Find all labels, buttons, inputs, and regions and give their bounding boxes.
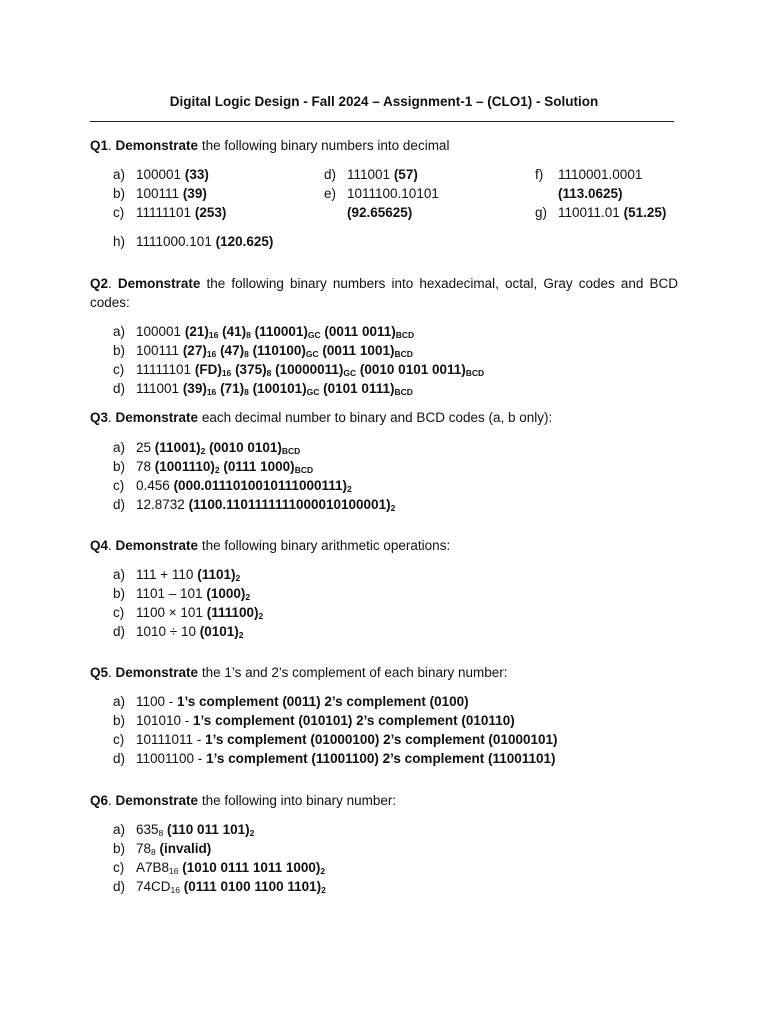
title-divider: [90, 121, 674, 122]
q1-number: Q1: [90, 138, 109, 153]
q6-item-a: a) $635_8$ (110 011 $101)_2$: [113, 822, 255, 838]
q6-item-b: b) $78_8$ (invalid): [113, 841, 212, 857]
q1-item-c: c) 11111101 (253): [113, 205, 227, 220]
q1-item-d: d) 111001 (57): [324, 167, 418, 182]
q3-item-a: a) 25 $(11001)_2$ (0010 $0101)_{BCD}$: [113, 440, 301, 456]
q1-text: the following binary numbers into decimal: [198, 138, 450, 153]
q5-heading: Q5. Demonstrate the 1’s and 2’s complement of each binary number:: [90, 665, 508, 680]
q3-number: Q3: [90, 410, 109, 425]
q2-item-d: d) 111001 $(39)_{16}$ $(71)_8$ $(100101)_{GC}$ (0101 $0111)_{BCD}$: [113, 381, 413, 397]
q4-verb: Demonstrate: [115, 538, 199, 553]
q2-item-c: c) 11111101 $(FD)_{16}$ $(375)_8$ $(10000011)_{GC}$ (0010 0101 $0011)_{BCD}$: [113, 362, 485, 378]
q6-item-c: c) $A7B8_{16}$ (1010 0111 1011 $1000)_2$: [113, 860, 326, 876]
q5-item-c: c) 10111011 - 1’s complement (01000100) 2’s complement (01000101): [113, 732, 558, 747]
q2-number: Q2: [90, 276, 109, 291]
q4-item-b: b) 1101 – 101 $(1000)_2$: [113, 586, 251, 602]
q5-item-a: a) 1100 - 1’s complement (0011) 2’s complement (0100): [113, 694, 469, 709]
q1-item-f: f) 1110001.0001 (113.0625): [535, 167, 643, 201]
q3-text: each decimal number to binary and BCD codes (a, b only):: [198, 410, 553, 425]
q1-verb: Demonstrate: [115, 138, 199, 153]
q6-item-d: d) $74CD_{16}$ (0111 0100 1100 $1101)_2$: [113, 879, 326, 895]
q5-item-d: d) 11001100 - 1’s complement (11001100) 2’s complement (11001101): [113, 751, 556, 766]
q5-item-b: b) 101010 - 1’s complement (010101) 2’s complement (010110): [113, 713, 515, 728]
q6-heading: Q6. Demonstrate the following into binary number:: [90, 793, 397, 808]
q6-number: Q6: [90, 793, 109, 808]
q6-text: the following into binary number:: [198, 793, 397, 808]
q4-number: Q4: [90, 538, 109, 553]
q1-item-b: b) 100111 (39): [113, 186, 207, 201]
q1-item-a: a) 100001 (33): [113, 167, 209, 182]
q1-item-e: e) 1011100.10101 (92.65625): [324, 186, 439, 220]
page-title: Digital Logic Design - Fall 2024 – Assignment-1 – (CLO1) - Solution: [169, 94, 599, 109]
q3-item-d: d) 12.8732 $(1100.1101111111000010100001)_2$: [113, 497, 396, 513]
q4-item-d: d) 1010 ÷ 10 $(0101)_2$: [113, 624, 244, 640]
q5-verb: Demonstrate: [115, 665, 199, 680]
q3-verb: Demonstrate: [115, 410, 199, 425]
q1-heading: Q1. Demonstrate the following binary numbers into decimal: [90, 138, 450, 153]
q3-item-b: b) 78 $(1001110)_2$ (0111 $1000)_{BCD}$: [113, 459, 314, 475]
q2-item-a: a) 100001 $(21)_{16}$ $(41)_8$ $(110001)_{GC}$ (0011 $0011)_{BCD}$: [113, 324, 415, 340]
q2-verb: Demonstrate: [117, 276, 201, 291]
q1-item-h: h) 1111000.101 (120.625): [113, 234, 274, 249]
q5-number: Q5: [90, 665, 109, 680]
q4-heading: Q4. Demonstrate the following binary arithmetic operations:: [90, 538, 451, 553]
q5-text: the 1’s and 2’s complement of each binary number:: [198, 665, 508, 680]
q6-verb: Demonstrate: [115, 793, 199, 808]
q4-item-a: a) 111 + 110 $(1101)_2$: [113, 567, 241, 583]
q2-item-b: b) 100111 $(27)_{16}$ $(47)_8$ $(110100)_{GC}$ (0011 $1001)_{BCD}$: [113, 343, 413, 359]
q4-text: the following binary arithmetic operations:: [198, 538, 451, 553]
q3-heading: Q3. Demonstrate each decimal number to binary and BCD codes (a, b only):: [90, 410, 553, 425]
q1-item-g: g) 110011.01 (51.25): [535, 205, 667, 220]
q3-item-c: c) 0.456 $(000.0111010010111000111)_2$: [113, 478, 352, 494]
q2-text: the following binary numbers into hexadecimal, octal, Gray codes and BCD codes:: [90, 276, 678, 310]
q4-item-c: c) 1100 × 101 $(111100)_2$: [113, 605, 264, 621]
q2-heading: Q2. Demonstrate the following binary numbers into hexadecimal, octal, Gray codes and BCD codes:: [90, 276, 678, 310]
